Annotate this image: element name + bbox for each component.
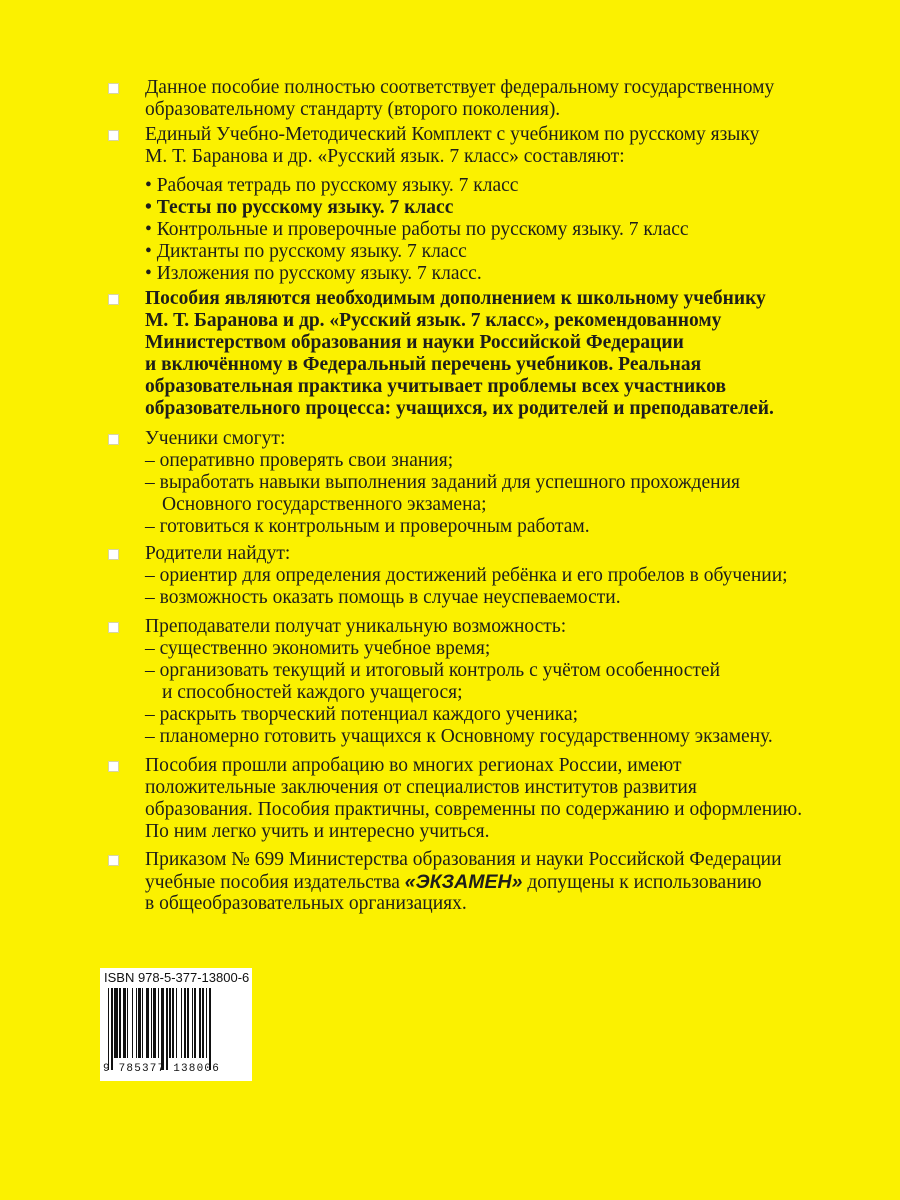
barcode-bar — [127, 988, 128, 1058]
text-line: образовательного процесса: учащихся, их родителей и преподавателей. — [145, 398, 774, 419]
text-line: и включённому в Федеральный перечень учебников. Реальная — [145, 354, 702, 375]
isbn-barcode — [100, 968, 252, 1081]
list-item: – организовать текущий и итоговый контроль с учётом особенностей — [145, 660, 721, 681]
text-line: Пособия прошли апробацию во многих регионах России, имеют — [145, 755, 682, 776]
text-line: Данное пособие полностью соответствует федеральному государственному — [145, 77, 775, 98]
text-line: М. Т. Баранова и др. «Русский язык. 7 класс», рекомендованному — [145, 310, 722, 331]
list-item: • Рабочая тетрадь по русскому языку. 7 класс — [145, 175, 519, 196]
bullet-icon — [108, 622, 119, 633]
list-item: • Изложения по русскому языку. 7 класс. — [145, 263, 482, 284]
text-line: Ученики смогут: — [145, 428, 286, 449]
text-line: Приказом № 699 Министерства образования и науки Российской Федерации — [145, 849, 782, 870]
barcode-bar — [184, 988, 185, 1058]
text-line: образовательная практика учитывает проблемы всех участников — [145, 376, 726, 397]
barcode-bar — [172, 988, 175, 1058]
barcode-bar — [161, 988, 165, 1070]
barcode-bar — [108, 988, 109, 1070]
isbn-label: ISBN 978-5-377-13800-6 — [104, 970, 250, 985]
text-line: Родители найдут: — [145, 543, 291, 564]
list-item: – возможность оказать помощь в случае неуспеваемости. — [145, 587, 621, 608]
publisher-name: «ЭКЗАМЕН» — [404, 871, 523, 893]
barcode-bar — [119, 988, 120, 1058]
list-item: • Контрольные и проверочные работы по русскому языку. 7 класс — [145, 219, 689, 240]
text-line: Министерством образования и науки Российской Федерации — [145, 332, 684, 353]
list-item: и способностей каждого учащегося; — [162, 682, 463, 703]
list-item: – готовиться к контрольным и проверочным работам. — [145, 516, 590, 537]
bullet-icon — [108, 130, 119, 141]
list-item: • Диктанты по русскому языку. 7 класс — [145, 241, 467, 262]
barcode-bar — [192, 988, 193, 1058]
text-line: положительные заключения от специалистов институтов развития — [145, 777, 697, 798]
text-line: в общеобразовательных организациях. — [145, 893, 467, 914]
barcode-bar — [151, 988, 152, 1058]
barcode-bar — [176, 988, 177, 1058]
list-item: – раскрыть творческий потенциал каждого ученика; — [145, 704, 579, 725]
barcode-bar — [199, 988, 200, 1058]
list-item: – выработать навыки выполнения заданий для успешного прохождения — [145, 472, 740, 493]
barcode-bar — [114, 988, 118, 1058]
list-item: Основного государственного экзамена; — [162, 494, 487, 515]
barcode-bar — [181, 988, 182, 1058]
barcode-bar — [111, 988, 114, 1070]
text-line: Преподаватели получат уникальную возможность: — [145, 616, 567, 637]
barcode-bar — [138, 988, 141, 1058]
barcode-bars — [108, 988, 246, 1066]
list-item: • Тесты по русскому языку. 7 класс — [145, 197, 454, 218]
list-item: – планомерно готовить учащихся к Основному государственному экзамену. — [145, 726, 773, 747]
barcode-bar — [158, 988, 159, 1058]
barcode-bar — [153, 988, 156, 1058]
text-line: образовательному стандарту (второго поколения). — [145, 99, 561, 120]
bullet-icon — [108, 549, 119, 560]
barcode-bar — [136, 988, 137, 1058]
barcode-bar — [209, 988, 210, 1070]
bullet-icon — [108, 294, 119, 305]
barcode-bar — [194, 988, 195, 1058]
text-line: По ним легко учить и интересно учиться. — [145, 821, 490, 842]
barcode-bar — [169, 988, 170, 1058]
barcode-bar — [187, 988, 190, 1058]
bullet-icon — [108, 761, 119, 772]
text-line: Единый Учебно-Методический Комплект с учебником по русскому языку — [145, 124, 760, 145]
barcode-bar — [166, 988, 169, 1070]
list-item: – оперативно проверять свои знания; — [145, 450, 454, 471]
publisher-text-after: допущены к использованию — [522, 872, 762, 893]
bullet-icon — [108, 855, 119, 866]
publisher-text-before: учебные пособия издательства — [145, 872, 405, 893]
bullet-icon — [108, 83, 119, 94]
text-line: Пособия являются необходимым дополнением к школьному учебнику — [145, 288, 766, 309]
barcode-bar — [142, 988, 143, 1058]
text-line — [145, 871, 762, 894]
list-item: – существенно экономить учебное время; — [145, 638, 491, 659]
text-line: М. Т. Баранова и др. «Русский язык. 7 класс» составляют: — [145, 146, 625, 167]
bullet-icon — [108, 434, 119, 445]
barcode-bar — [132, 988, 133, 1058]
list-item: – ориентир для определения достижений ребёнка и его пробелов в обучении; — [145, 565, 788, 586]
barcode-bar — [123, 988, 126, 1058]
barcode-bar — [206, 988, 207, 1058]
barcode-digits: 9 785377 138006 — [103, 1063, 221, 1075]
barcode-bar — [146, 988, 150, 1058]
barcode-bar — [202, 988, 205, 1058]
text-line: образования. Пособия практичны, современны по содержанию и оформлению. — [145, 799, 803, 820]
